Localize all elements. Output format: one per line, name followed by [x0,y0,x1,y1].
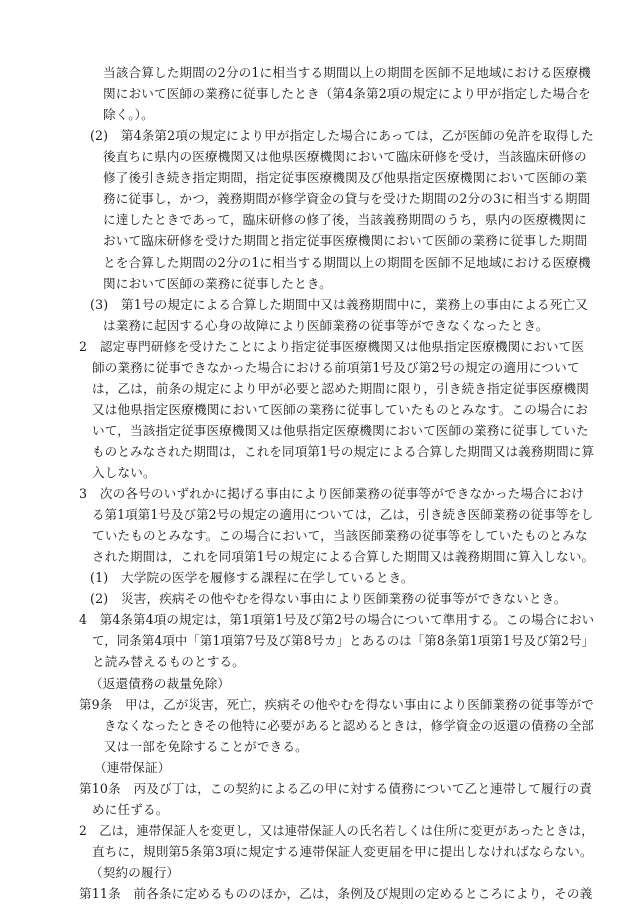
section-heading: （契約の履行） [90,864,180,880]
text-line: て，同条第4項中「第1項第7号及び第8号カ」とあるのは「第8条第1項第1号及び第2号」 [92,633,595,649]
section-heading: （連帯保証） [94,759,171,775]
section-heading: （返還債務の裁量免除） [90,675,231,691]
text-line: きなくなったときその他特に必要があると認めるときは，修学資金の返還の債務の全部 [104,717,595,733]
text-line: (2) 災害，疾病その他やむを得ない事由により医師業務の従事等ができないとき。 [90,591,567,607]
text-line: (2) 第4条第2項の規定により甲が指定した場合にあっては，乙が医師の免許を取得した [90,128,594,144]
text-line: 当該合算した期間の2分の1に相当する期間以上の期間を医師不足地域における医療機 [103,65,591,80]
text-line: 2 乙は，連帯保証人を変更し，又は連帯保証人の氏名若しくは住所に変更があったときは， [79,822,594,838]
text-line: 3 次の各号のいずれかに掲げる事由により医師業務の従事等ができなかった場合におけ [79,486,585,501]
text-line: おいて臨床研修を受けた期間と指定従事医療機関において医師の業務に従事した期間 [103,233,588,249]
text-line: (3) 第1号の規定による合算した期間中又は義務期間中に，業務上の事由による死亡又 [90,296,588,312]
text-line: 又は他県指定医療機関において医師の業務に従事していたものとみなす。この場合にお [92,401,588,417]
article-line: 第11条 前各条に定めるもののほか，乙は，条例及び規則の定めるところにより，その義 [79,886,593,901]
text-line: (1) 大学院の医学を履修する課程に在学しているとき。 [90,570,414,586]
text-line: めに任ずる。 [92,801,169,817]
text-line: された期間は，これを同項第1号の規定による合算した期間又は義務期間に算入しない。 [92,549,595,565]
article-line: 第10条 丙及び丁は，この契約による乙の甲に対する債務について乙と連帯して履行の責 [79,780,593,796]
text-line: 後直ちに県内の医療機関又は他県医療機関において臨床研修を受け，当該臨床研修の [103,149,587,165]
text-line: は業務に起因する心身の故障により医師業務の従事等ができなくなったとき。 [103,317,549,333]
text-line: 又は一部を免除することができる。 [104,738,308,754]
text-line: は，乙は，前条の規定により甲が必要と認めた期間に限り，引き続き指定従事医療機関 [92,380,590,396]
text-line: いて，当該指定従事医療機関又は他県指定医療機関において医師の業務に従事していた [92,422,589,438]
text-line: 4 第4条第4項の規定は，第1項第1号及び第2号の場合について準用する。この場合におい [79,612,595,628]
text-line: 修了後引き続き指定期間，指定従事医療機関及び他県指定医療機関において医師の業 [103,170,588,186]
text-line: 務に従事し，かつ，義務期間が修学資金の貸与を受けた期間の2分の3に相当する期間 [103,191,591,207]
text-line: る第1項第1号及び第2号の規定の適用については，乙は，引き続き医師業務の従事等をし [92,507,594,523]
text-line: に達したときであって，臨床研修の修了後，当該義務期間のうち，県内の医療機関に [103,212,587,228]
text-line: 関において医師の業務に従事したとき（第4条第2項の規定により甲が指定した場合を [103,86,591,101]
text-line: ていたものとみなす。この場合において，当該医師業務の従事等をしていたものとみな [92,528,588,544]
article-line: 第9条 甲は，乙が災害，死亡，疾病その他やむを得ない事由により医師業務の従事等がで [79,696,594,712]
text-line: とを合算した期間の2分の1に相当する期間以上の期間を医師不足地域における医療機 [103,254,591,270]
text-line: ものとみなされた期間は，これを同項第1号の規定による合算した期間又は義務期間に算 [92,443,595,459]
text-line: 関において医師の業務に従事したとき。 [103,275,332,291]
text-line: 入しない。 [92,464,156,480]
text-line: 直ちに，規則第5条第3項に規定する連帯保証人変更届を甲に提出しなければならない。 [92,843,593,859]
text-line: と読み替えるものとする。 [92,654,245,670]
text-line: 除く。）。 [103,107,154,123]
text-line: 2 認定専門研修を受けたことにより指定従事医療機関又は他県指定医療機関において医 [79,338,585,354]
text-line: 師の業務に従事できなかった場合における前項第1号及び第2号の規定の適用について [92,359,580,375]
